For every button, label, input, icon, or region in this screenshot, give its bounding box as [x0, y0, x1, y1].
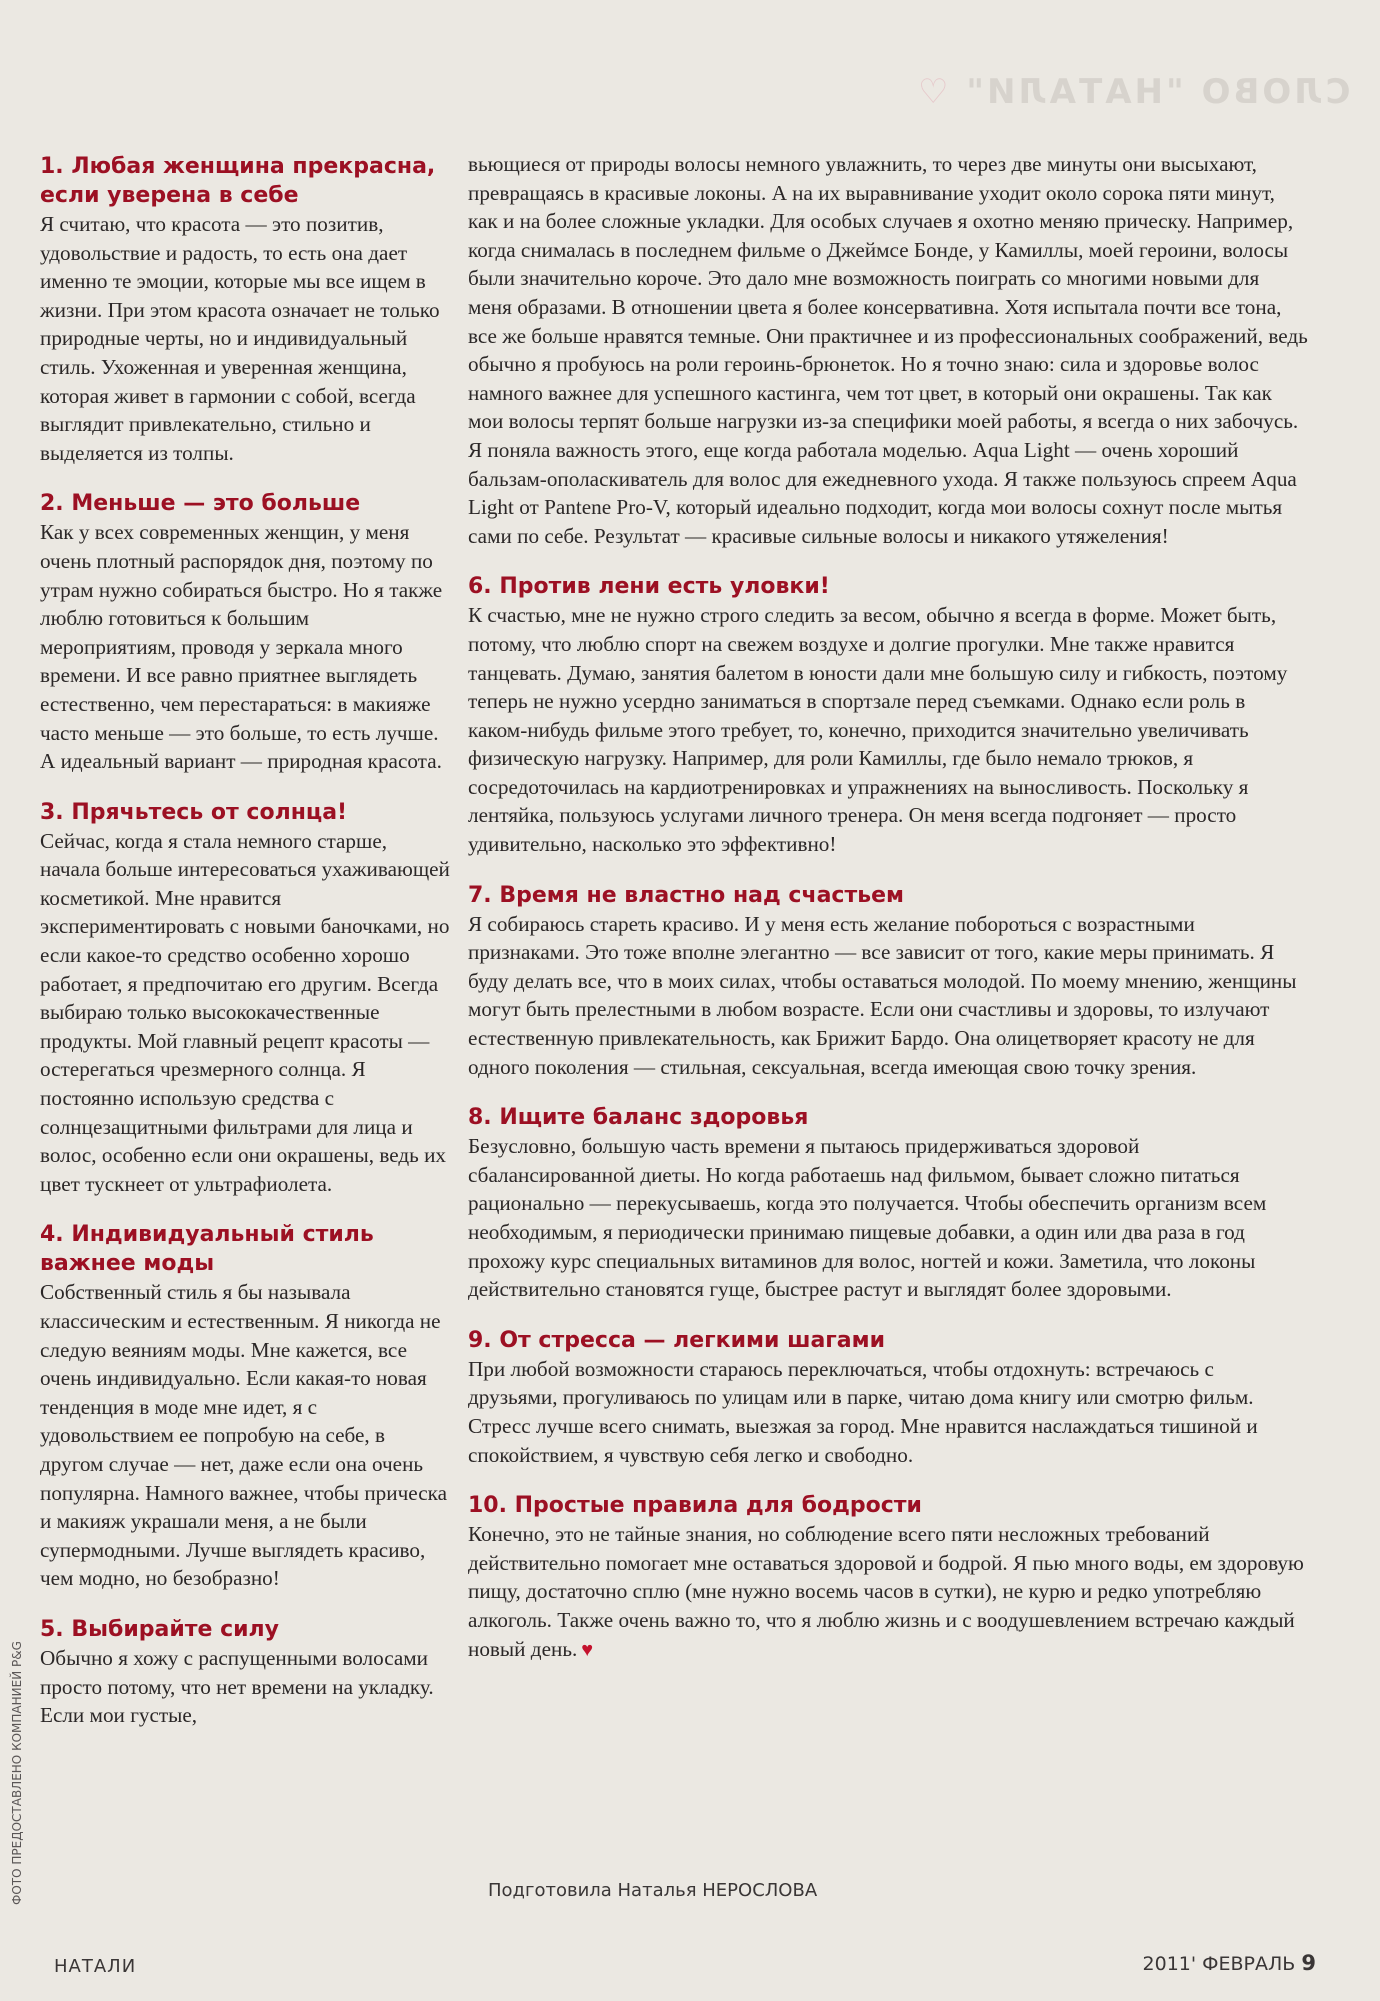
section-text: Собственный стиль я бы называла классическим и естественным. Я никогда не следую веяниям моды. Мне кажется, все очень индивидуально. Если какая-то новая тенденция в моде мне идет, я с удовольствием ее попробую на себе, в другом случае — нет, даже если она очень популярна. Намного важнее, чтобы прическа и макияж украшали меня, а не были супермодными. Лучше выглядеть красиво, чем модно, но безобразно!	[40, 1280, 447, 1591]
section-text: вьющиеся от природы волосы немного увлажнить, то через две минуты они высыхают, превращаясь в красивые локоны. А на их выравнивание уходит около сорока пяти минут, как и на более сложные укладки. Для особых случаев я охотно меняю прическу. Например, когда снималась в последнем фильме о Джеймсе Бонде, у Камиллы, моей героини, волосы были значительно короче. Это дало мне возможность поиграть со многими новыми для меня образами. В отношении цвета я более консервативна. Хотя испытала почти все тона, все же больше нравятся темные. Они практичнее и из профессиональных соображений, ведь обычно я пробуюсь на роли героинь-брюнеток. Но я точно знаю: сила и здоровье волос намного важнее для успешного кастинга, чем тот цвет, в который они окрашены. Так как мои волосы терпят больше нагрузки из-за специфики моей работы, я всегда о них забочусь. Я поняла важность этого, еще когда работала моделью. Aqua Light — очень хороший бальзам-ополаскиватель для волос для ежедневного ухода. Я также пользуюсь спреем Aqua Light от Pantene Pro-V, который идеально подходит, когда мои волосы сохнут после мытья сами по себе. Результат — красивые сильные волосы и никакого утяжеления!	[468, 152, 1308, 548]
photo-credit: ФОТО ПРЕДОСТАВЛЕНО КОМПАНИЕЙ P&G	[10, 1641, 24, 1905]
section-text: Сейчас, когда я стала немного старше, начала больше интересоваться ухаживающей косметикой. Мне нравится экспериментировать с новыми баночками, но если какое-то средство особенно хорошо работает, я предпочитаю его другим. Всегда выбираю только высококачественные продукты. Мой главный рецепт красоты — остерегаться чрезмерного солнца. Я постоянно использую средства с солнцезащитными фильтрами для лица и волос, особенно если они окрашены, ведь их цвет тускнеет от ультрафиолета.	[40, 828, 450, 1196]
section-5-continued	[468, 150, 1308, 550]
section-heading: 3. Прячьтесь от солнца!	[40, 799, 348, 825]
section-1	[40, 152, 450, 467]
heart-end-icon: ♥	[581, 1638, 594, 1661]
right-column	[468, 150, 1308, 1664]
author-credit: Подготовила Наталья НЕРОСЛОВА	[488, 1880, 818, 1901]
footer-date: 2011' ФЕВРАЛЬ	[1142, 1953, 1296, 1975]
footer-page-info	[1143, 1951, 1316, 1975]
section-text: Обычно я хожу с распущенными волосами просто потому, что нет времени на укладку. Если мои густые,	[40, 1645, 434, 1728]
section-text: Как у всех современных женщин, у меня очень плотный распорядок дня, поэтому по утрам нужно собираться быстро. Но я также люблю готовиться к большим мероприятиям, проводя у зеркала много времени. И все равно приятнее выглядеть естественно, чем перестараться: в макияже часто меньше — это больше, то есть лучше. А идеальный вариант — природная красота.	[40, 520, 443, 774]
heart-icon: ♡	[914, 72, 948, 112]
rubric-ghost	[915, 72, 1350, 112]
section-heading: 2. Меньше — это больше	[40, 491, 361, 517]
section-heading: 6. Против лени есть уловки!	[468, 574, 830, 600]
section-5	[40, 1615, 450, 1730]
section-text: Безусловно, большую часть времени я пытаюсь придерживаться здоровой сбалансированной диеты. Но когда работаешь над фильмом, бывает сложно питаться рационально — перекусываешь, когда это получается. Чтобы обеспечить организм всем необходимым, я периодически принимаю пищевые добавки, а один или два раза в год прохожу курс специальных витаминов для волос, ногтей и кожи. Заметила, что локоны действительно становятся гуще, быстрее растут и выглядят более здоровыми.	[468, 1134, 1267, 1302]
section-6	[468, 572, 1308, 858]
section-heading: 9. От стресса — легкими шагами	[468, 1327, 886, 1353]
section-text: Я собираюсь стареть красиво. И у меня есть желание побороться с возрастными признаками. Это тоже вполне элегантно — все зависит от того, какие меры принимать. Я буду делать все, что в моих силах, чтобы оставаться молодой. По моему мнению, женщины могут быть прелестными в любом возрасте. Если они счастливы и здоровы, то излучают естественную привлекательность, как Брижит Бардо. Она олицетворяет красоту не для одного поколения — стильная, сексуальная, всегда имеющая свою точку зрения.	[468, 911, 1297, 1079]
section-heading: 4. Индивидуальный стиль важнее моды	[40, 1222, 374, 1277]
section-text: К счастью, мне не нужно строго следить за весом, обычно я всегда в форме. Может быть, потому, что люблю спорт на свежем воздухе и долгие прогулки. Мне также нравится танцевать. Думаю, занятия балетом в юности дали мне большую силу и гибкость, поэтому теперь не нужно усердно заниматься в спортзале перед съемками. Однако если роль в каком-нибудь фильме этого требует, то, конечно, приходится значительно увеличивать физическую нагрузку. Например, для роли Камиллы, где было немало трюков, я сосредоточилась на кардиотренировках и упражнениях на выносливость. Поскольку я лентяйка, пользуюсь услугами личного тренера. Он меня всегда подгоняет — просто удивительно, насколько это эффективно!	[468, 603, 1288, 857]
section-heading: 1. Любая женщина прекрасна, если уверена в себе	[40, 154, 436, 208]
section-text	[468, 1520, 1308, 1664]
section-heading: 5. Выбирайте силу	[40, 1616, 280, 1642]
section-8	[468, 1103, 1308, 1304]
section-2	[40, 489, 450, 775]
page-number: 9	[1301, 1951, 1316, 1975]
footer-magazine-name: НАТАЛИ	[54, 1956, 137, 1977]
section-text: Я считаю, что красота — это позитив, удовольствие и радость, то есть она дает именно те эмоции, которые мы все ищем в жизни. При этом красота означает не только природные черты, но и индивидуальный стиль. Ухоженная и уверенная женщина, которая живет в гармонии с собой, всегда выглядит привлекательно, стильно и выделяется из толпы.	[40, 212, 440, 465]
section-heading: 8. Ищите баланс здоровья	[468, 1105, 809, 1131]
section-10	[468, 1491, 1308, 1664]
section-7	[468, 881, 1308, 1082]
section-4	[40, 1220, 450, 1593]
rubric-text: СЛОВО "НАТАЛИ"	[962, 72, 1350, 112]
section-heading: 10. Простые правила для бодрости	[468, 1493, 922, 1519]
section-text: При любой возможности стараюсь переключаться, чтобы отдохнуть: встречаюсь с друзьями, прогуливаюсь по улицам или в парке, читаю дома книгу или смотрю фильм. Стресс лучше всего снимать, выезжая за город. Мне нравится наслаждаться тишиной и спокойствием, я чувствую себя легко и свободно.	[468, 1356, 1258, 1467]
left-column	[40, 152, 450, 1730]
section-9	[468, 1326, 1308, 1469]
section-heading: 7. Время не властно над счастьем	[468, 882, 905, 908]
section-3	[40, 798, 450, 1199]
section-text-content: Конечно, это не тайные знания, но соблюдение всего пяти несложных требований действительно помогает мне оставаться здоровой и бодрой. Я пью много воды, ем здоровую пищу, достаточно сплю (мне нужно восемь часов в сутки), не курю и редко употребляю алкоголь. Также очень важно то, что я люблю жизнь и с воодушевлением встречаю каждый новый день.	[468, 1522, 1304, 1661]
